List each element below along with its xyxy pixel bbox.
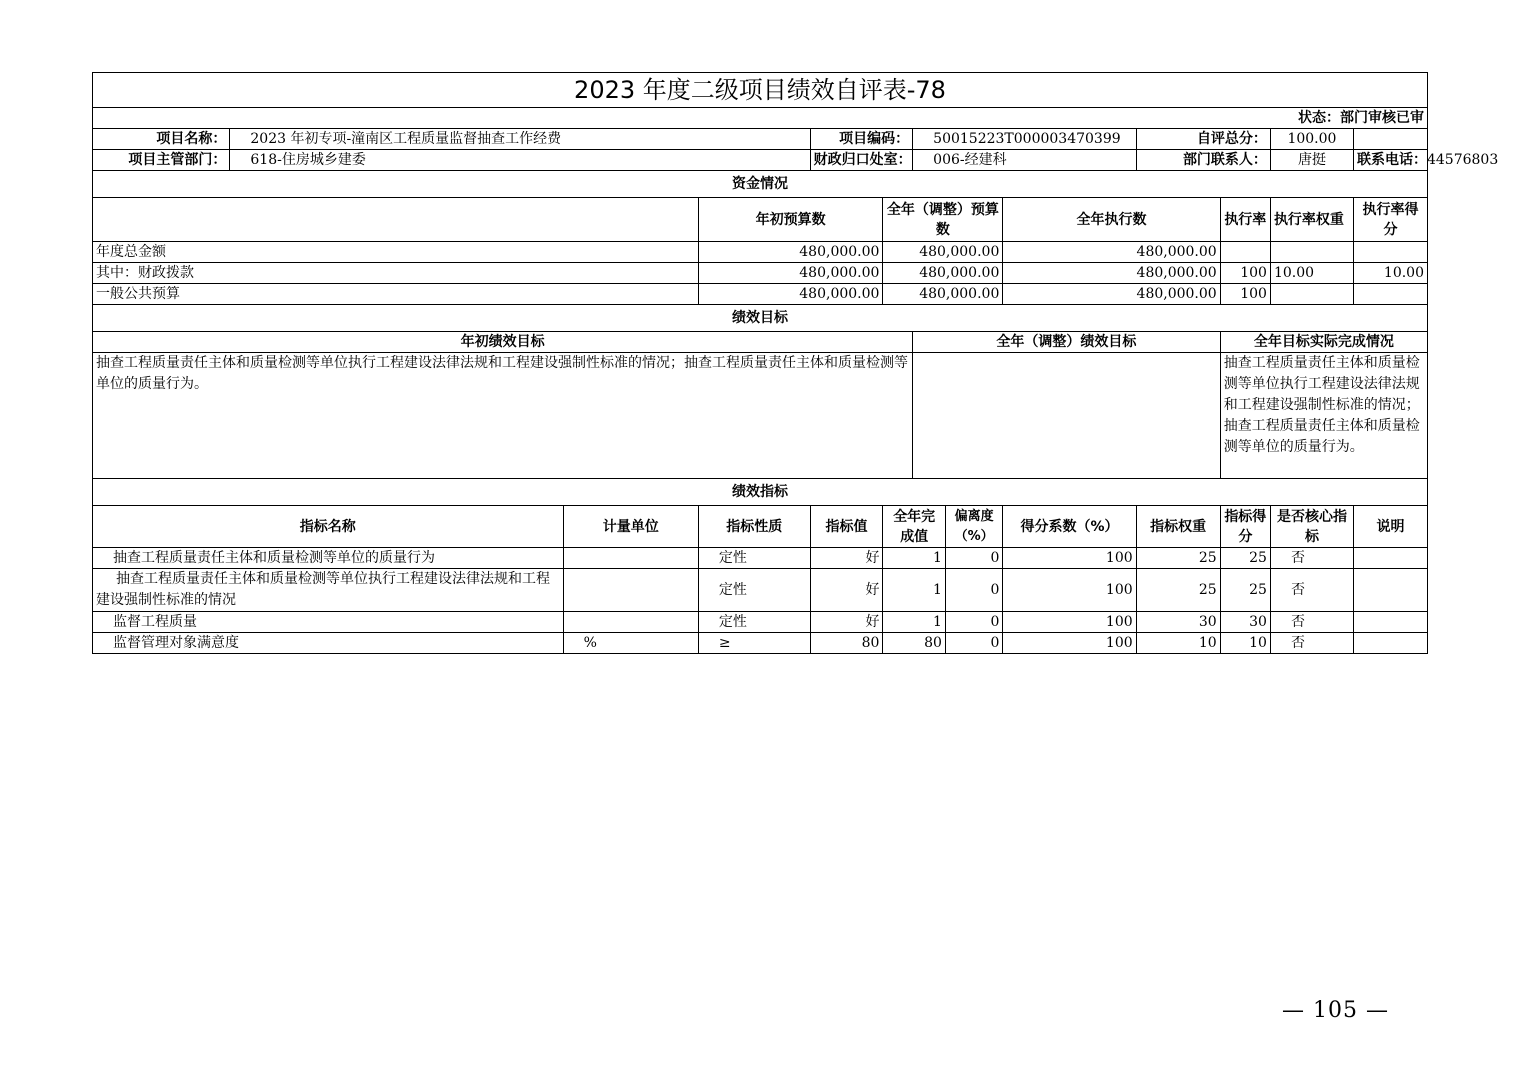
funds-row-initial: 480,000.00 xyxy=(698,284,883,305)
ind-core: 否 xyxy=(1270,548,1353,569)
ind-weight: 30 xyxy=(1136,612,1220,633)
project-code-label: 项目编码： xyxy=(810,129,913,150)
goals-actual-text: 抽查工程质量责任主体和质量检测等单位执行工程建设法律法规和工程建设强制性标准的情况；抽查工程质量责任主体和质量检测等单位的质量行为。 xyxy=(1220,353,1427,479)
phone-label: 联系电话： xyxy=(1356,152,1427,168)
funds-header-rate: 执行率 xyxy=(1220,198,1270,242)
indicators-section-title: 绩效指标 xyxy=(93,479,1428,506)
ind-core: 否 xyxy=(1270,633,1353,654)
page-title: 2023 年度二级项目绩效自评表-78 xyxy=(93,73,1428,108)
status-label: 状态：部门审核已审 xyxy=(93,108,1428,129)
ind-deviation: 0 xyxy=(945,569,1002,612)
goals-header-actual: 全年目标实际完成情况 xyxy=(1220,332,1427,353)
ind-note xyxy=(1353,569,1427,612)
ind-deviation: 0 xyxy=(945,633,1002,654)
ind-completed: 1 xyxy=(883,612,946,633)
funds-row-adjusted: 480,000.00 xyxy=(883,242,1003,263)
ind-coef: 100 xyxy=(1003,633,1136,654)
funds-row-rate xyxy=(1220,242,1270,263)
empty-cell xyxy=(1353,129,1427,150)
ind-note xyxy=(1353,548,1427,569)
ind-value: 好 xyxy=(810,548,883,569)
ind-coef: 100 xyxy=(1003,548,1136,569)
goals-header-initial: 年初绩效目标 xyxy=(93,332,913,353)
funds-row-rate: 100 xyxy=(1220,263,1270,284)
dept: 618-住房城乡建委 xyxy=(230,150,810,171)
funds-header-executed: 全年执行数 xyxy=(1003,198,1220,242)
ind-weight: 25 xyxy=(1136,569,1220,612)
project-name-label: 项目名称： xyxy=(93,129,230,150)
contact-label: 部门联系人： xyxy=(1136,150,1270,171)
funds-header-weight: 执行率权重 xyxy=(1270,198,1353,242)
ind-value: 好 xyxy=(810,612,883,633)
goals-header-adjusted: 全年（调整）绩效目标 xyxy=(913,332,1221,353)
ind-weight: 25 xyxy=(1136,548,1220,569)
self-score-label: 自评总分： xyxy=(1136,129,1270,150)
self-score: 100.00 xyxy=(1270,129,1353,150)
indicator-row xyxy=(93,548,1428,569)
funds-row-adjusted: 480,000.00 xyxy=(883,263,1003,284)
info-row-2 xyxy=(93,150,1428,171)
ind-score: 30 xyxy=(1220,612,1270,633)
ind-coef: 100 xyxy=(1003,612,1136,633)
ind-note xyxy=(1353,612,1427,633)
goals-header-row xyxy=(93,332,1428,353)
page-number: — 105 — xyxy=(1282,998,1389,1023)
ind-name: 监督管理对象满意度 xyxy=(93,633,564,654)
ind-completed: 80 xyxy=(883,633,946,654)
ind-name: 监督工程质量 xyxy=(93,612,564,633)
ind-nature: 定性 xyxy=(698,548,810,569)
ind-header-name: 指标名称 xyxy=(93,506,564,548)
ind-deviation: 0 xyxy=(945,548,1002,569)
ind-header-unit: 计量单位 xyxy=(563,506,698,548)
funds-row-name: 年度总金额 xyxy=(93,242,699,263)
ind-unit: % xyxy=(563,633,698,654)
funds-row-executed: 480,000.00 xyxy=(1003,242,1220,263)
indicators-header-row xyxy=(93,506,1428,548)
ind-header-weight: 指标权重 xyxy=(1136,506,1220,548)
ind-nature: 定性 xyxy=(698,569,810,612)
ind-header-value: 指标值 xyxy=(810,506,883,548)
ind-deviation: 0 xyxy=(945,612,1002,633)
ind-completed: 1 xyxy=(883,548,946,569)
ind-header-nature: 指标性质 xyxy=(698,506,810,548)
ind-score: 25 xyxy=(1220,548,1270,569)
ind-header-coef: 得分系数（%） xyxy=(1003,506,1136,548)
funds-row-executed: 480,000.00 xyxy=(1003,263,1220,284)
ind-header-completed: 全年完成值 xyxy=(883,506,946,548)
ind-score: 25 xyxy=(1220,569,1270,612)
phone: 44576803 xyxy=(1426,152,1499,168)
funds-row xyxy=(93,263,1428,284)
funds-row-initial: 480,000.00 xyxy=(698,242,883,263)
funds-row-score xyxy=(1353,284,1427,305)
ind-note xyxy=(1353,633,1427,654)
goals-adjusted-text xyxy=(913,353,1221,479)
ind-core: 否 xyxy=(1270,612,1353,633)
project-code: 50015223T000003470399 xyxy=(913,129,1136,150)
ind-unit xyxy=(563,612,698,633)
funds-row-name: 一般公共预算 xyxy=(93,284,699,305)
goals-initial-text: 抽查工程质量责任主体和质量检测等单位执行工程建设法律法规和工程建设强制性标准的情况；抽查工程质量责任主体和质量检测等单位的质量行为。 xyxy=(93,353,913,479)
funds-row-weight: 10.00 xyxy=(1270,263,1353,284)
contact: 唐挺 xyxy=(1270,150,1353,171)
project-name: 2023 年初专项-潼南区工程质量监督抽查工作经费 xyxy=(230,129,810,150)
ind-unit xyxy=(563,569,698,612)
ind-nature: 定性 xyxy=(698,612,810,633)
ind-coef: 100 xyxy=(1003,569,1136,612)
funds-header-row xyxy=(93,198,1428,242)
funds-row-adjusted: 480,000.00 xyxy=(883,284,1003,305)
info-row-1 xyxy=(93,129,1428,150)
evaluation-form xyxy=(92,72,1499,654)
ind-value: 80 xyxy=(810,633,883,654)
funds-header-initial: 年初预算数 xyxy=(698,198,883,242)
ind-nature: ≥ xyxy=(698,633,810,654)
ind-score: 10 xyxy=(1220,633,1270,654)
funds-section-title: 资金情况 xyxy=(93,171,1428,198)
funds-row xyxy=(93,242,1428,263)
ind-unit xyxy=(563,548,698,569)
funds-row-score: 10.00 xyxy=(1353,263,1427,284)
indicator-row xyxy=(93,569,1428,612)
funds-header-score: 执行率得分 xyxy=(1353,198,1427,242)
ind-core: 否 xyxy=(1270,569,1353,612)
ind-weight: 10 xyxy=(1136,633,1220,654)
funds-row-executed: 480,000.00 xyxy=(1003,284,1220,305)
indicator-row xyxy=(93,633,1428,654)
ind-value: 好 xyxy=(810,569,883,612)
ind-header-note: 说明 xyxy=(1353,506,1427,548)
funds-header-blank xyxy=(93,198,699,242)
finance: 006-经建科 xyxy=(913,150,1136,171)
ind-header-core: 是否核心指标 xyxy=(1270,506,1353,548)
ind-header-deviation: 偏离度（%） xyxy=(945,506,1002,548)
funds-row-weight xyxy=(1270,242,1353,263)
funds-row-weight xyxy=(1270,284,1353,305)
goals-section-title: 绩效目标 xyxy=(93,305,1428,332)
finance-label: 财政归口处室： xyxy=(810,150,913,171)
funds-header-adjusted: 全年（调整）预算数 xyxy=(883,198,1003,242)
funds-row-rate: 100 xyxy=(1220,284,1270,305)
goals-content-row xyxy=(93,353,1428,479)
ind-completed: 1 xyxy=(883,569,946,612)
ind-name: 抽查工程质量责任主体和质量检测等单位执行工程建设法律法规和工程建设强制性标准的情况 xyxy=(93,569,564,612)
phone-cell xyxy=(1353,150,1499,171)
funds-row xyxy=(93,284,1428,305)
ind-name: 抽查工程质量责任主体和质量检测等单位的质量行为 xyxy=(93,548,564,569)
funds-row-score xyxy=(1353,242,1427,263)
funds-row-initial: 480,000.00 xyxy=(698,263,883,284)
form-table xyxy=(92,72,1499,654)
funds-row-name: 其中：财政拨款 xyxy=(93,263,699,284)
dept-label: 项目主管部门： xyxy=(93,150,230,171)
ind-header-score: 指标得分 xyxy=(1220,506,1270,548)
indicator-row xyxy=(93,612,1428,633)
